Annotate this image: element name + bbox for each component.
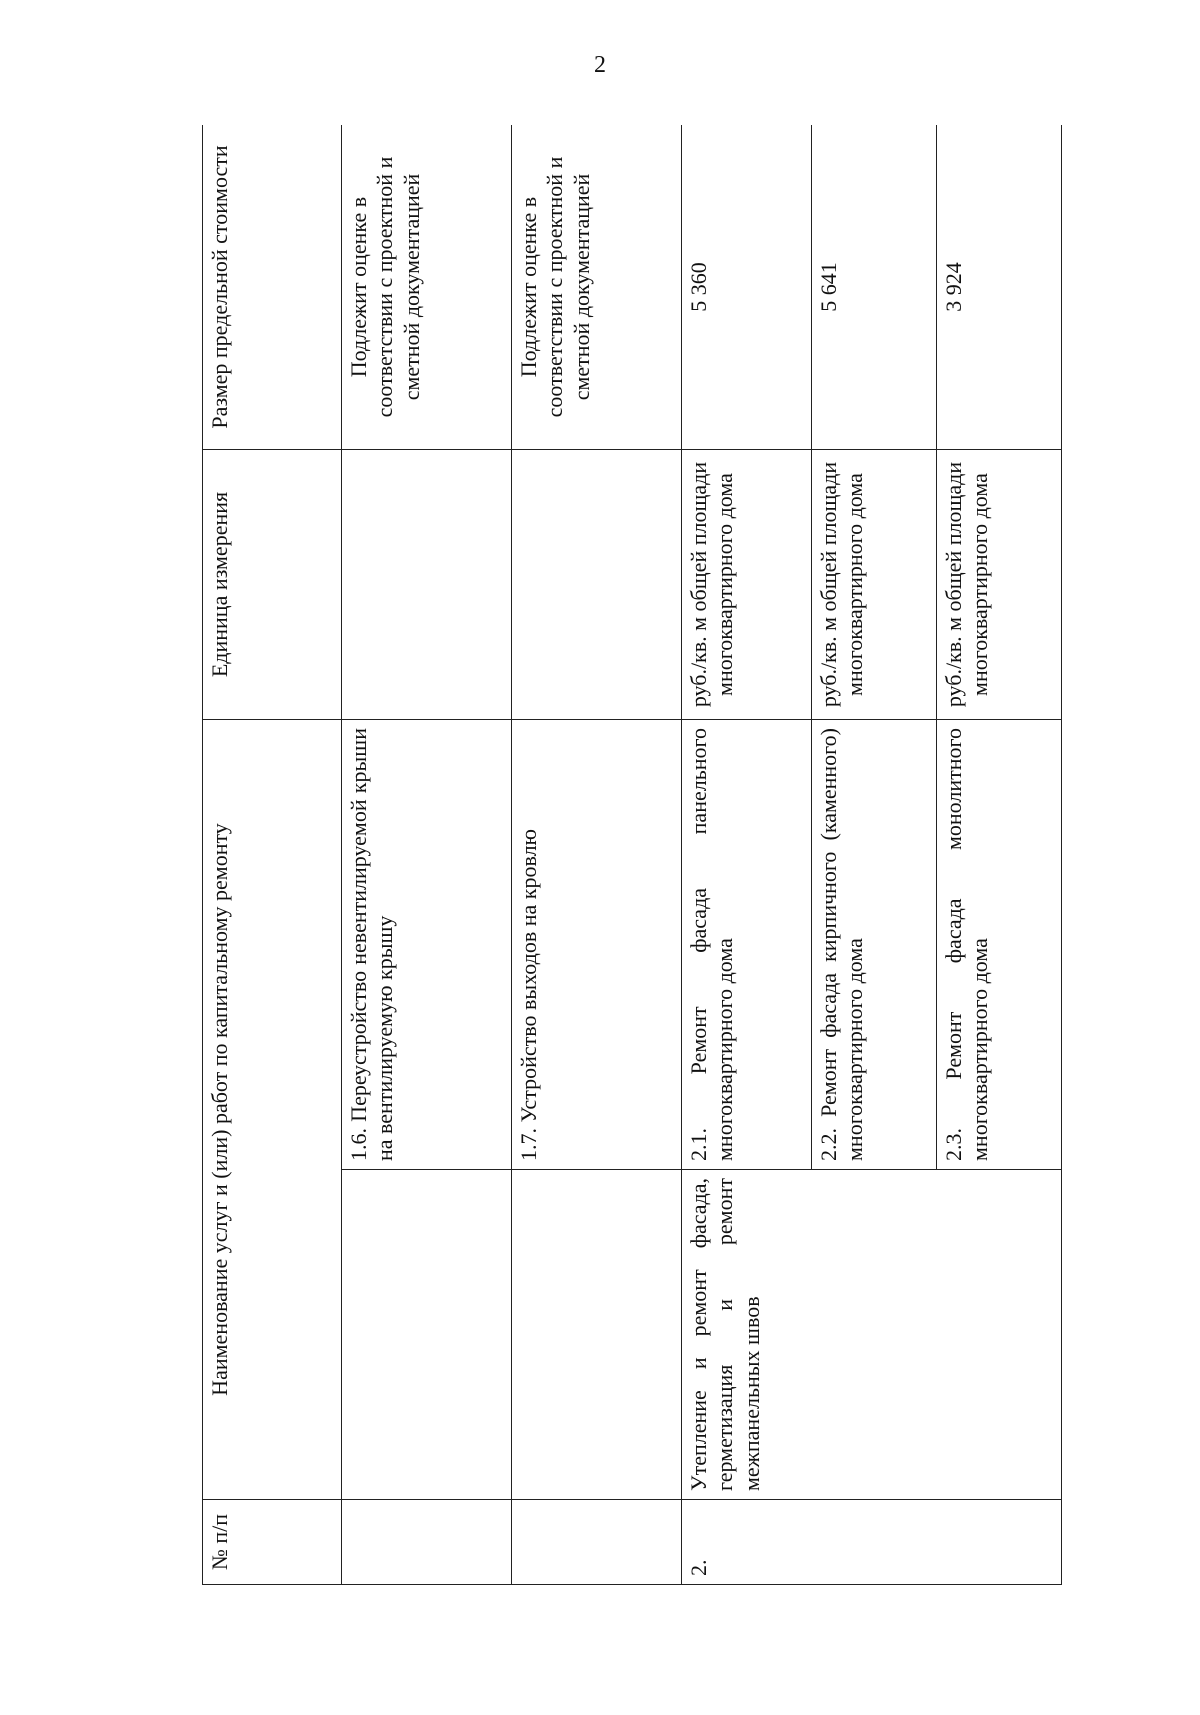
rotated-table-frame (202, 125, 1062, 1585)
service-item: 1.6. Переустройство невентилируемой крыши на вентилируемую крышу (342, 720, 512, 1170)
capital-repair-cost-table (202, 125, 1062, 1585)
unit-cell: руб./кв. м общей площади многоквартирного дома (682, 450, 812, 720)
header-cost-limit: Размер предельной стоимости (203, 125, 342, 450)
table-row (682, 125, 812, 1585)
service-item: 1.7. Устройство выходов на кровлю (512, 720, 682, 1170)
section-name-cell (342, 1170, 512, 1500)
row-number-cell (512, 1500, 682, 1585)
service-item: 2.3. Ремонт фасада монолитного многоквартирного дома (937, 720, 1062, 1170)
header-service-name: Наименование услуг и (или) работ по капитальному ремонту (203, 720, 342, 1500)
row-number-cell: 2. (682, 1500, 1062, 1585)
unit-cell: руб./кв. м общей площади многоквартирного дома (812, 450, 937, 720)
table-row (512, 125, 682, 1585)
cost-cell: Подлежит оценке в соответствии с проектной и сметной документацией (512, 125, 682, 450)
cost-cell: 3 924 (937, 125, 1062, 450)
unit-cell (512, 450, 682, 720)
page-number: 2 (594, 52, 606, 78)
cost-cell: 5 360 (682, 125, 812, 450)
table-header-row (203, 125, 342, 1585)
table-row (342, 125, 512, 1585)
cost-cell: Подлежит оценке в соответствии с проектной и сметной документацией (342, 125, 512, 450)
unit-cell (342, 450, 512, 720)
row-number-cell (342, 1500, 512, 1585)
header-unit: Единица измерения (203, 450, 342, 720)
service-item: 2.2. Ремонт фасада кирпичного (каменного) многоквартирного дома (812, 720, 937, 1170)
unit-cell: руб./кв. м общей площади многоквартирного дома (937, 450, 1062, 720)
section-name-cell (512, 1170, 682, 1500)
header-number: № п/п (203, 1500, 342, 1585)
section-name-cell: Утепление и ремонт фасада, герметизация и ремонт межпанельных швов (682, 1170, 1062, 1500)
service-item: 2.1. Ремонт фасада панельного многоквартирного дома (682, 720, 812, 1170)
cost-cell: 5 641 (812, 125, 937, 450)
